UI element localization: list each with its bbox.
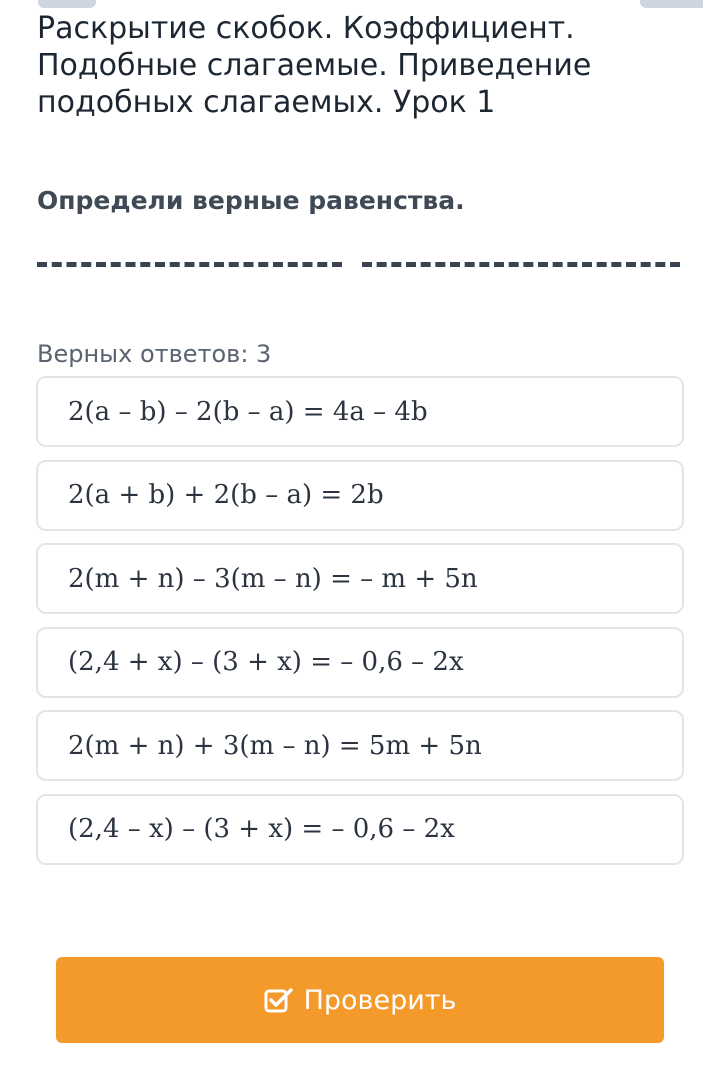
answer-option[interactable]: (2,4 + x) – (3 + x) = – 0,6 – 2x [36,627,684,698]
answer-option[interactable]: 2(m + n) – 3(m – n) = – m + 5n [36,543,684,614]
page-title: Раскрытие скобок. Коэффициент. Подобные слагаемые. Приведение подобных слагаемых. Урок 1 [37,11,592,120]
divider-dashes-left [37,262,342,267]
answer-option[interactable]: (2,4 – x) – (3 + x) = – 0,6 – 2x [36,794,684,865]
task-instruction: Определи верные равенства. [37,186,465,215]
checkbox-check-icon [264,987,294,1013]
top-progress-segment-right [640,0,703,8]
check-button[interactable] [56,957,664,1043]
divider-dashes-right [362,262,680,267]
answer-option[interactable]: 2(a + b) + 2(b – a) = 2b [36,460,684,531]
answer-option[interactable]: 2(m + n) + 3(m – n) = 5m + 5n [36,710,684,781]
correct-answers-count: Верных ответов: 3 [37,340,272,368]
top-progress-segment-left [38,0,96,8]
answer-option[interactable]: 2(a – b) – 2(b – a) = 4a – 4b [36,376,684,447]
check-button-label: Проверить [303,984,457,1016]
answer-options-list [36,376,684,878]
